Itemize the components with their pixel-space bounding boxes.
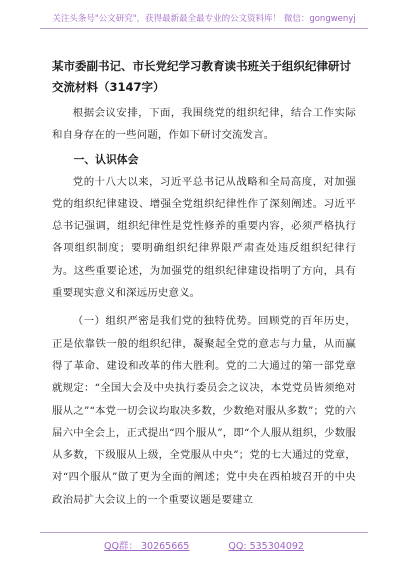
footer-qq-group[interactable]: QQ群： 30265665 xyxy=(104,541,190,552)
body-paragraph-1: 党的十八大以来，习近平总书记从战略和全局高度，对加强党的组织纪律建设、增强全党组织纪律性作了深刻阐述。习近平总书记强调，组织纪律性是党性修养的重要内容，必须严格执行各项组织制度；要明确组织纪律界限严肃查处违反组织纪律行为。这些重要论述，为加强党的组织纪律建设指明了方向，具有重要现实意义和深远历史意义。 xyxy=(52,175,356,300)
page-footer xyxy=(40,532,368,552)
document-body xyxy=(52,56,356,511)
page-header-banner xyxy=(40,12,368,29)
body-paragraph-2: （一）组织严密是我们党的独特优势。回顾党的百年历史，正是依靠铁一般的组织纪律，凝聚起全党的意志与力量，从而赢得了革命、建设和改革的伟大胜利。党的二大通过的第一部党章就规定：“全国大会及中央执行委员会之议决，本党党员皆须绝对服从之”“本党一切会议均取决多数，少数绝对服从多数”；党的六届六中全会上，正式提出“四个服从”，即“个人服从组织，少数服从多数，下级服从上级，全党服从中央”；党的七大通过的党章，对“四个服从”做了更为全面的阐述；党中央在西柏坡召开的中央政治局扩大会议上的一个重要议题是要建立 xyxy=(52,315,356,506)
header-promo-text: 关注头条号"公文研究"，获得最新最全最专业的公文资料库！ 微信：gongwenyj xyxy=(52,14,356,24)
footer-qq[interactable]: QQ: 535304092 xyxy=(228,541,304,552)
intro-paragraph: 根据会议安排，下面，我围绕党的组织纪律，结合工作实际和自身存在的一些问题，作如下研讨交流发言。 xyxy=(52,107,356,142)
section-heading: 一、认识体会 xyxy=(73,152,139,166)
document-title: 某市委副书记、市长党纪学习教育读书班关于组织纪律研讨交流材料（3147字） xyxy=(52,59,351,94)
